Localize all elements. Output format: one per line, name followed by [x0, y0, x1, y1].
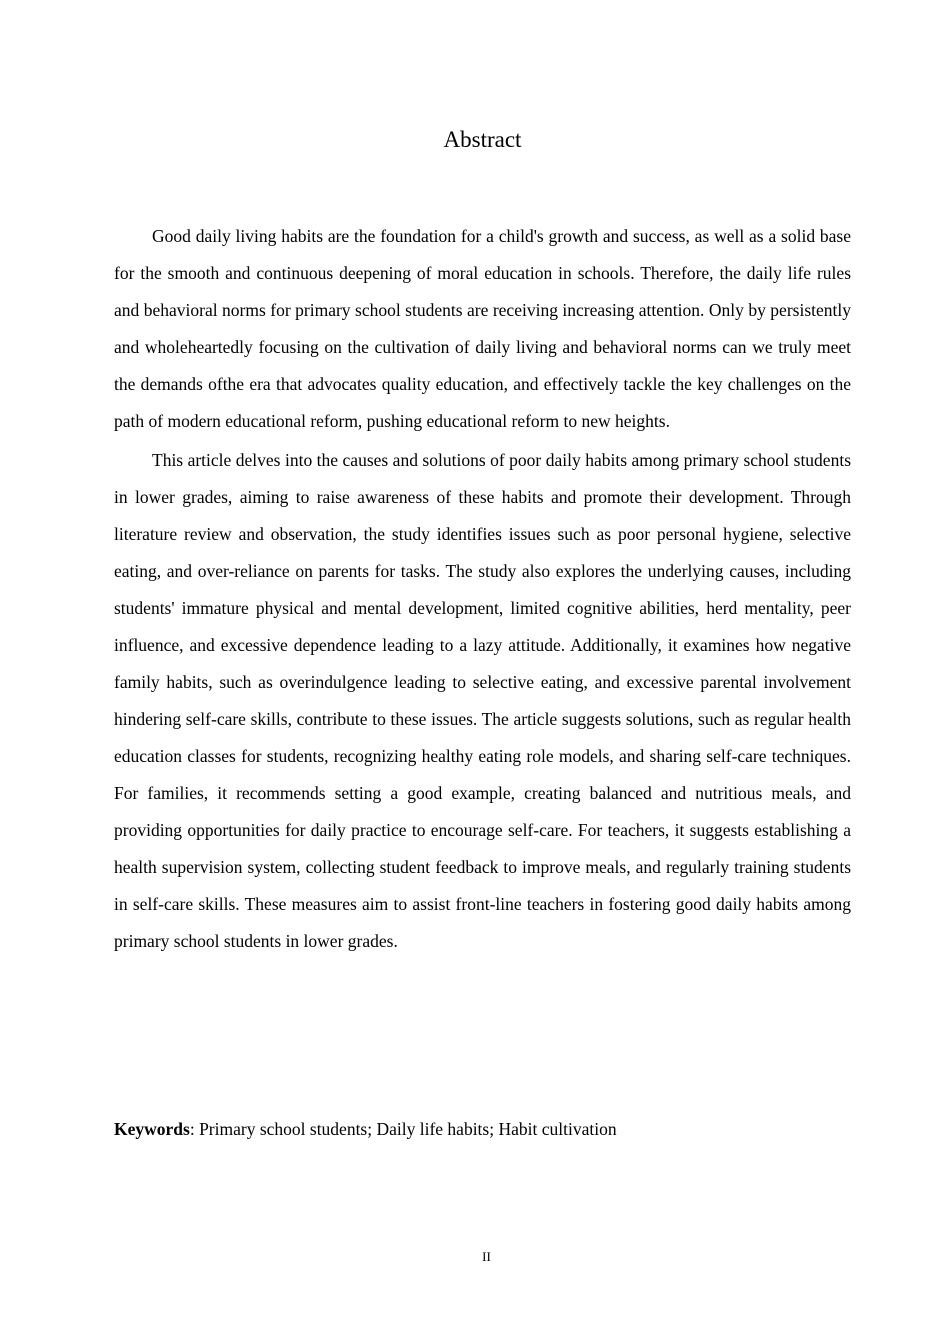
abstract-paragraph-2: This article delves into the causes and solutions of poor daily habits among primary school students in lower grades, aiming to raise awareness of these habits and promote their development. Through literature review and observation, the study identifies issues such as poor personal hygiene, selective eating, and over-reliance on parents for tasks. The study also explores the underlying causes, including students' immature physical and mental development, limited cognitive abilities, herd mentality, peer influence, and excessive dependence leading to a lazy attitude. Additionally, it examines how negative family habits, such as overindulgence leading to selective eating, and excessive parental involvement hindering self-care skills, contribute to these issues. The article suggests solutions, such as regular health education classes for students, recognizing healthy eating role models, and sharing self-care techniques. For families, it recommends setting a good example, creating balanced and nutritious meals, and providing opportunities for daily practice to encourage self-care. For teachers, it suggests establishing a health supervision system, collecting student feedback to improve meals, and regularly training students in self-care skills. These measures aim to assist front-line teachers in fostering good daily habits among primary school students in lower grades.: [114, 450, 851, 951]
keywords-line: [114, 1111, 851, 1148]
abstract-paragraph-1: Good daily living habits are the foundation for a child's growth and success, as well as a solid base for the smooth and continuous deepening of moral education in schools. Therefore, the daily life rules and behavioral norms for primary school students are receiving increasing attention. Only by persistently and wholeheartedly focusing on the cultivation of daily living and behavioral norms can we truly meet the demands ofthe era that advocates quality education, and effectively tackle the key challenges on the path of modern educational reform, pushing educational reform to new heights.: [114, 226, 851, 431]
page-title: Abstract: [443, 127, 522, 152]
keywords-text: : Primary school students; Daily life habits; Habit cultivation: [189, 1119, 617, 1139]
page-number: II: [482, 1249, 491, 1264]
keywords-label: Keywords: [114, 1119, 190, 1139]
abstract-body: [114, 218, 851, 962]
